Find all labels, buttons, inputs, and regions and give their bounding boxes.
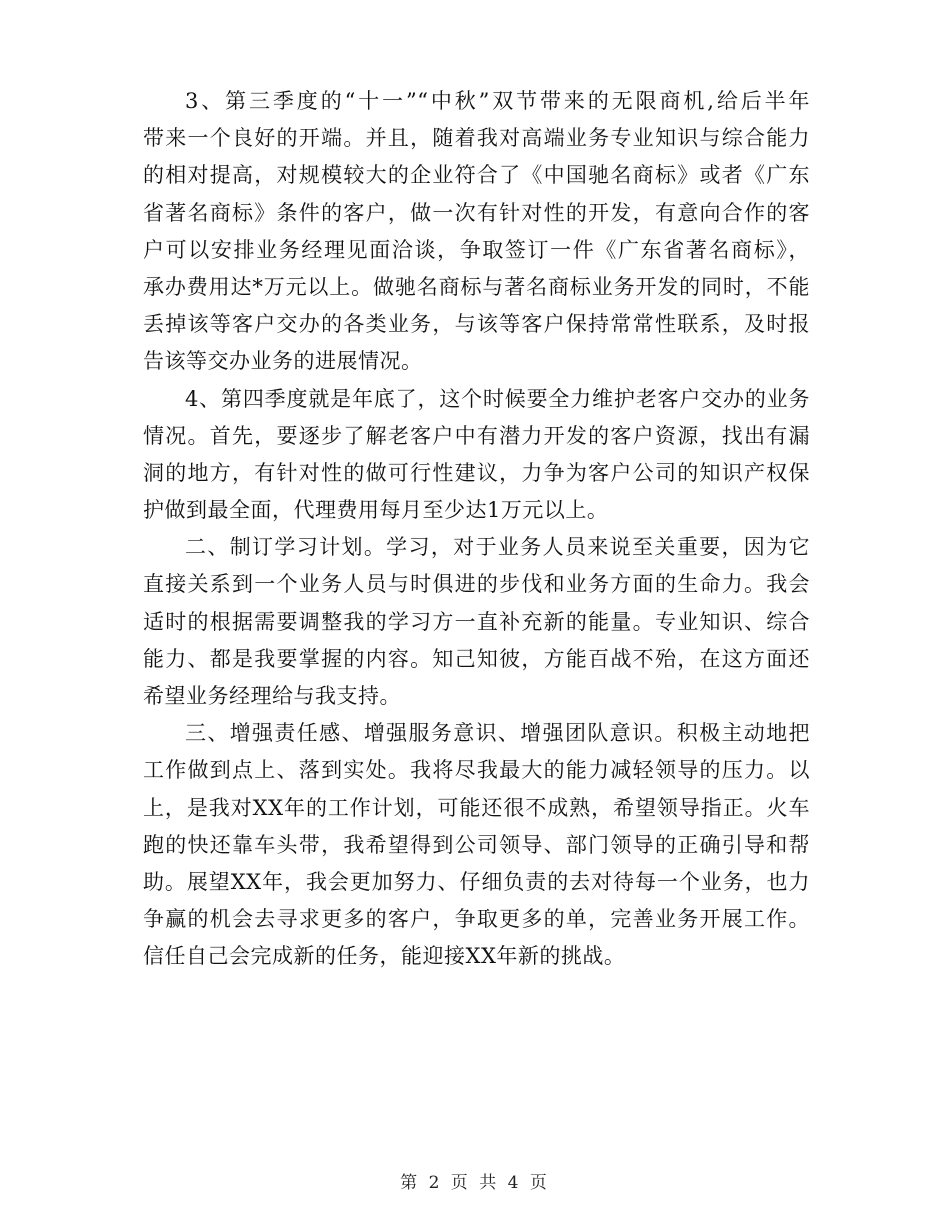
text-line: 能力、都是我要掌握的内容。知己知彼，方能百战不殆，在这方面还 (143, 646, 810, 671)
paragraph-q3 (143, 83, 810, 381)
text-line: 省著名商标》条件的客户，做一次有针对性的开发，有意向合作的客 (143, 200, 810, 225)
text-line: 争赢的机会去寻求更多的客户，争取更多的单，完善业务开展工作。 (143, 907, 810, 932)
text-line: 洞的地方，有针对性的做可行性建议，力争为客户公司的知识产权保 (143, 460, 810, 485)
text-line: 的相对提高，对规模较大的企业符合了《中国驰名商标》或者《广东 (143, 163, 810, 188)
text-line: 丢掉该等客户交办的各类业务，与该等客户保持常常性联系，及时报 (143, 312, 810, 337)
paragraph-responsibility (143, 715, 810, 975)
paragraph-study-plan (143, 529, 810, 715)
text-line: 希望业务经理给与我支持。 (143, 684, 401, 708)
text-line: 工作做到点上、落到实处。我将尽我最大的能力减轻领导的压力。以 (143, 758, 810, 783)
text-line: 3、第三季度的“十一”“中秋”双节带来的无限商机,给后半年 (185, 89, 810, 113)
text-line: 跑的快还靠车头带，我希望得到公司领导、部门领导的正确引导和帮 (143, 832, 810, 857)
text-line: 情况。首先，要逐步了解老客户中有潜力开发的客户资源，找出有漏 (143, 423, 810, 448)
text-line: 户可以安排业务经理见面洽谈，争取签订一件《广东省著名商标》， (143, 237, 810, 262)
document-body (143, 83, 810, 976)
paragraph-q4 (143, 381, 810, 530)
text-line: 4、第四季度就是年底了，这个时候要全力维护老客户交办的业务 (185, 386, 810, 411)
text-line: 护做到最全面，代理费用每月至少达1万元以上。 (143, 498, 609, 523)
text-line: 告该等交办业务的进展情况。 (143, 349, 423, 374)
text-line: 二、制订学习计划。学习，对于业务人员来说至关重要，因为它 (185, 535, 810, 560)
page-number-footer: 第 2 页 共 4 页 (400, 1173, 550, 1193)
text-line: 直接关系到一个业务人员与时俱进的步伐和业务方面的生命力。我会 (143, 572, 810, 597)
text-line: 信任自己会完成新的任务，能迎接XX年新的挑战。 (143, 944, 626, 969)
text-line: 助。展望XX年，我会更加努力、仔细负责的去对待每一个业务，也力 (143, 869, 810, 894)
text-line: 承办费用达*万元以上。做驰名商标与著名商标业务开发的同时，不能 (143, 274, 810, 299)
text-line: 适时的根据需要调整我的学习方一直补充新的能量。专业知识、综合 (143, 609, 810, 634)
text-line: 带来一个良好的开端。并且，随着我对高端业务专业知识与综合能力 (143, 126, 810, 151)
text-line: 三、增强责任感、增强服务意识、增强团队意识。积极主动地把 (185, 721, 810, 746)
text-line: 上，是我对XX年的工作计划，可能还很不成熟，希望领导指正。火车 (143, 795, 810, 820)
